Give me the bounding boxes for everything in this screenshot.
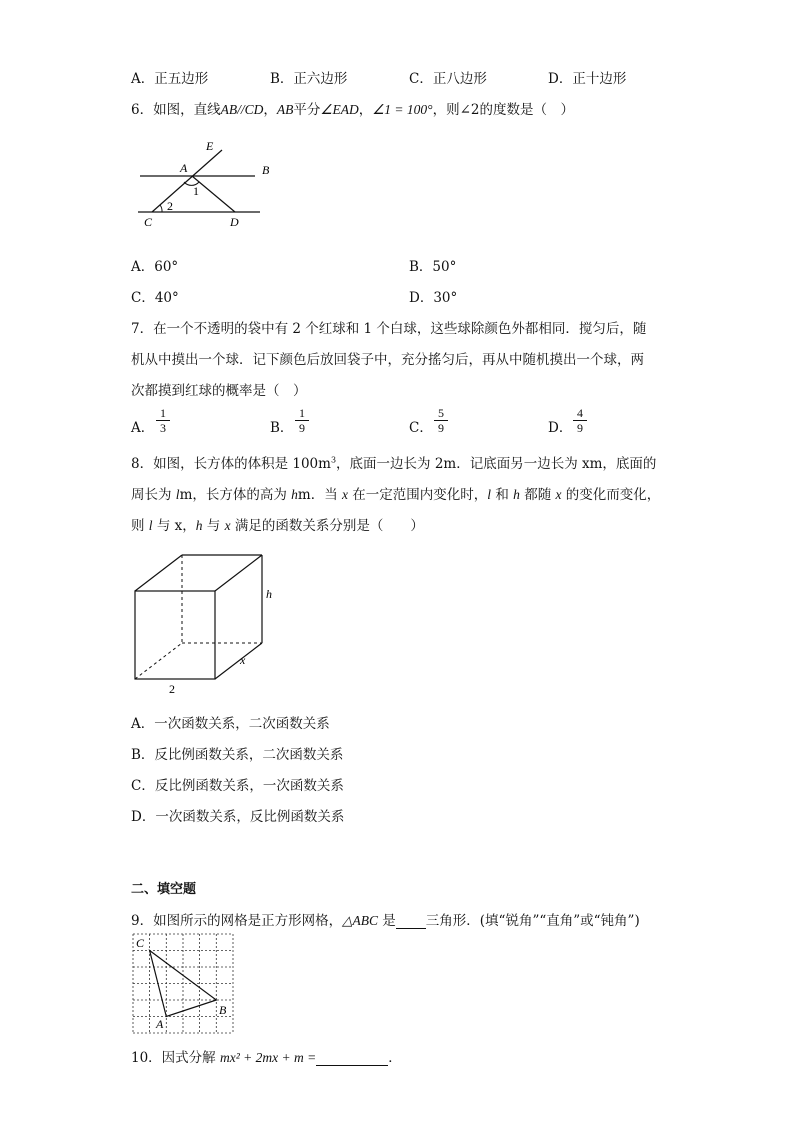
q6-option-d: D．30° [409,290,458,306]
q7-line-1: 7．在一个不透明的袋中有 2 个红球和 1 个白球，这些球除颜色外都相同．搅匀后，随 [131,321,647,337]
label-2: 2 [169,682,175,696]
q7-option-b-letter: B． [270,420,294,436]
label-a: A [180,161,188,175]
q8-line-2: 周长为 lm，长方体的高为 hm．当 x 在一定范围内变化时，l 和 h 都随 x 的变化而变化， [131,487,661,503]
q9-stem: 9．如图所示的网格是正方形网格，△ABC 是 三角形．(填“锐角”“直角”或“钝角”) [131,913,640,929]
q7-option-c-fraction: $\frac{5}{9}$ [434,406,448,435]
q7-line-3: 次都摸到红球的概率是（ ） [131,383,307,399]
q6-option-a: A．60° [131,259,179,275]
label-e: E [206,139,214,153]
q6-figure [130,138,280,233]
label-c: C [144,215,153,229]
q7-option-c-letter: C． [409,420,433,436]
grid-label-b: B [219,1003,227,1017]
q5-option-d: D．正十边形 [548,71,627,87]
angle-2-label: 2 [167,199,173,213]
q7-option-a-fraction: $\frac{1}{3}$ [156,406,170,435]
grid-label-a: A [156,1017,164,1031]
q7-line-2: 机从中摸出一个球．记下颜色后放回袋子中，充分搖匀后，再从中随机摸出一个球，两 [131,352,644,368]
q8-option-a: A．一次函数关系，二次函数关系 [131,716,330,732]
label-d: D [230,215,239,229]
q8-line-1: 8．如图，长方体的体积是 $100m^3$，底面一边长为 2m．记底面另一边长为 xm，底面的 [131,455,657,472]
q10-answer-blank[interactable] [316,1051,388,1066]
q5-option-b: B．正六边形 [270,71,348,87]
q6-option-c: C．40° [131,290,179,306]
grid-label-c: C [136,936,145,950]
label-h: h [266,587,272,601]
angle-1-label: 1 [193,184,199,198]
section-heading: 二、填空题 [131,882,197,897]
q9-answer-blank[interactable] [396,914,426,929]
q8-option-d: D．一次函数关系，反比例函数关系 [131,809,345,825]
q6-stem: 6．如图，直线AB//CD，AB平分∠EAD，∠1 = 100°，则∠2的度数是（ ） [131,102,574,118]
q8-cuboid-figure [125,545,285,700]
q7-option-a-letter: A． [131,420,155,436]
q6-option-b: B．50° [409,259,457,275]
q9-grid-figure [133,934,235,1034]
q7-option-d-letter: D． [548,420,573,436]
label-x: x [240,653,246,667]
label-b: B [262,163,270,177]
q7-option-d-fraction: $\frac{4}{9}$ [573,406,587,435]
q10-stem: 10．因式分解 mx² + 2mx + m = ． [131,1050,402,1066]
q7-option-b-fraction: $\frac{1}{9}$ [295,406,309,435]
q8-option-b: B．反比例函数关系，二次函数关系 [131,747,344,763]
q8-option-c: C．反比例函数关系，一次函数关系 [131,778,344,794]
q8-line-3: 则 l 与 x，h 与 x 满足的函数关系分别是（ ） [131,518,424,534]
q5-option-a: A．正五边形 [131,71,209,87]
q5-option-c: C．正八边形 [409,71,487,87]
